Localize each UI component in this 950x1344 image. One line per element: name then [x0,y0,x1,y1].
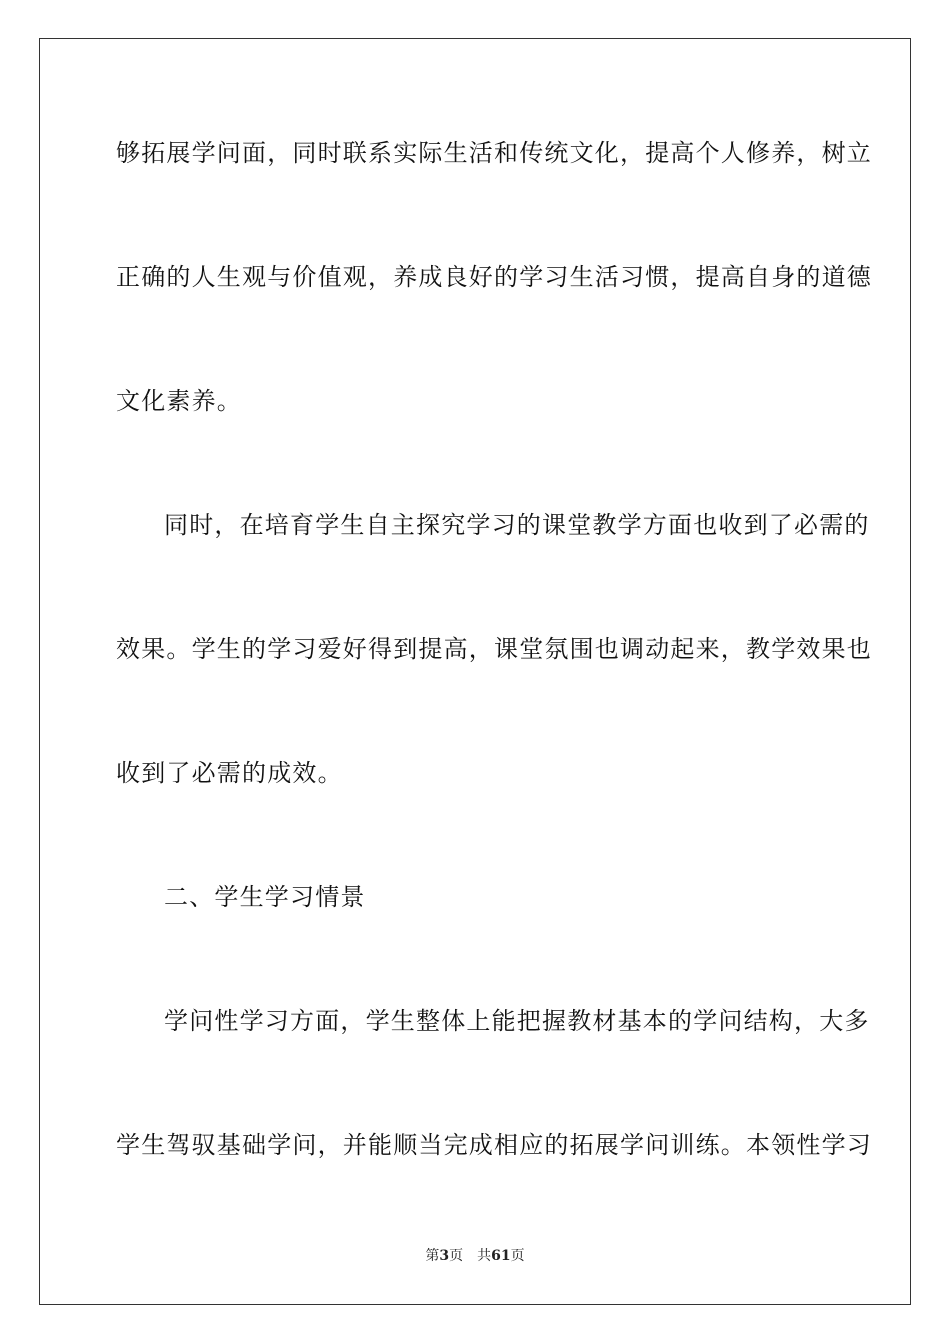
paragraph-line: 同时，在培育学生自主探究学习的课堂教学方面也收到了必需的 [164,511,870,539]
paragraph-line: 文化素养。 [116,387,242,415]
page-suffix: 页 [449,1248,464,1264]
total-prefix: 共 [477,1248,492,1264]
total-suffix: 页 [510,1248,525,1264]
page-prefix: 第 [425,1248,440,1264]
paragraph-line: 够拓展学问面，同时联系实际生活和传统文化，提高个人修养，树立 [116,139,872,167]
page-number: 3 [439,1248,450,1264]
page-border [39,38,911,1305]
paragraph-line: 收到了必需的成效。 [116,759,343,787]
paragraph-line: 正确的人生观与价值观，养成良好的学习生活习惯，提高自身的道德 [116,263,872,291]
paragraph-line: 学问性学习方面，学生整体上能把握教材基本的学问结构，大多 [164,1007,870,1035]
paragraph-line: 学生驾驭基础学问，并能顺当完成相应的拓展学问训练。本领性学习 [116,1131,872,1159]
total-pages: 61 [491,1248,511,1264]
paragraph-line: 效果。学生的学习爱好得到提高，课堂氛围也调动起来，教学效果也 [116,635,872,663]
section-heading: 二、学生学习情景 [164,883,366,911]
page-footer [0,1247,950,1265]
